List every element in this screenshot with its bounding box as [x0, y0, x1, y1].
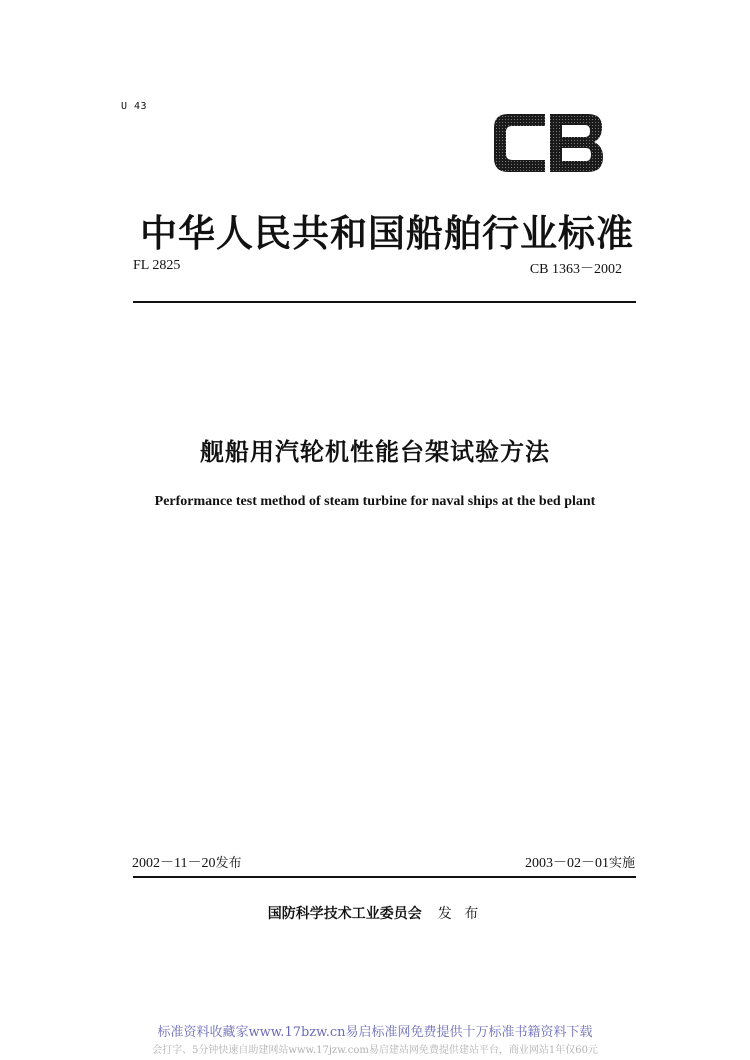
standard-number: CB 1363－2002 — [529, 262, 622, 277]
effective-date: 2003－02－01 — [524, 856, 609, 871]
issue-date: 2002－11－20 — [132, 856, 216, 871]
issuer-line — [0, 903, 750, 923]
cb-logo — [490, 110, 606, 176]
issuer-name: 国防科学技术工业委员会 — [267, 906, 422, 922]
standard-body-title: 中华人民共和国船舶行业标准 — [140, 212, 634, 255]
issue-label: 发布 — [215, 856, 242, 871]
watermark-line-2: 会打字、5分钟快速自助建网站www.17jzw.com易启建站网免费提供建站平台，商业网站1年仅60元 — [152, 1045, 598, 1056]
effective-label: 实施 — [608, 856, 635, 871]
watermark-line-1: 标准资料收藏家www.17bzw.cn易启标准网免费提供十万标准书籍资料下载 — [157, 1025, 593, 1040]
fl-code: FL 2825 — [133, 258, 181, 273]
header-rule — [133, 301, 636, 303]
issue-date-line — [132, 852, 242, 872]
classification-code: U 43 — [121, 101, 148, 112]
publish-label: 发 布 — [437, 906, 483, 922]
document-title-cn: 舰船用汽轮机性能台架试验方法 — [200, 438, 550, 466]
document-title-en: Performance test method of steam turbine for naval ships at the bed plant — [154, 494, 596, 509]
effective-date-line — [525, 852, 635, 872]
footer-rule — [133, 876, 636, 878]
